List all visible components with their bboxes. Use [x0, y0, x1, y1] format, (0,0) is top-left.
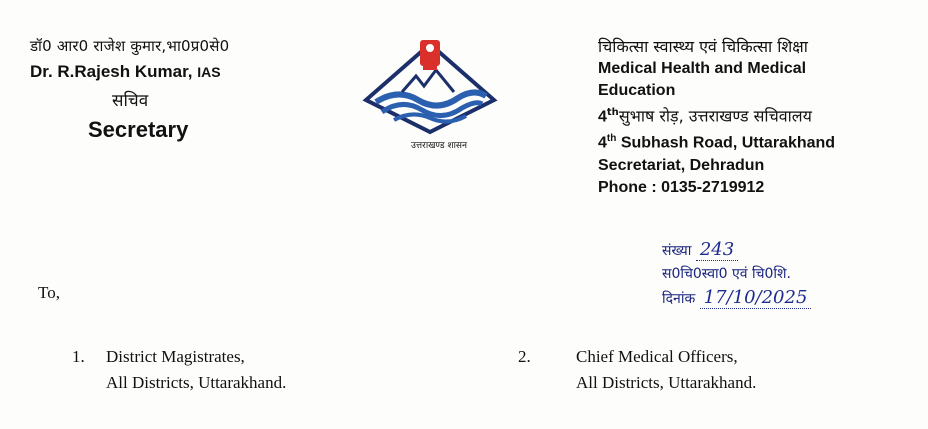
department-name-english-2: Education: [598, 82, 676, 99]
sender-block: [30, 36, 330, 143]
sender-title-hindi: सचिव: [112, 91, 149, 111]
address-english-sup: th: [606, 133, 617, 145]
address-english-text: Subhash Road, Uttarakhand: [620, 134, 836, 152]
recipient-2-number: 2.: [518, 347, 531, 366]
phone-number: Phone : 0135-2719912: [598, 178, 765, 196]
reference-number-value: 243: [696, 239, 738, 261]
sender-service: IAS: [197, 64, 221, 80]
recipient-1-line-1: [72, 344, 286, 370]
recipient-2: [518, 344, 756, 396]
department-name-english-1: Medical Health and Medical: [598, 60, 807, 77]
reference-section: स0चि0स्वा0 एवं चि0शि.: [662, 266, 792, 282]
reference-number-label: संख्या: [662, 243, 692, 259]
recipient-1-line-2: All Districts, Uttarakhand.: [106, 373, 287, 392]
salutation: To,: [38, 283, 60, 302]
reference-stamp: [662, 238, 922, 310]
sender-title-english: Secretary: [88, 117, 189, 142]
address-hindi-sup: th: [606, 107, 619, 118]
address-hindi-text: सुभाष रोड़, उत्तराखण्ड सचिवालय: [618, 106, 812, 126]
address-hindi: [598, 102, 918, 128]
reference-number-row: [662, 238, 922, 262]
sender-name-text: Dr. R.Rajesh Kumar,: [30, 62, 193, 81]
recipient-1-number: 1.: [72, 347, 85, 366]
reference-date-label: दिनांक: [662, 291, 696, 307]
address-english-2: Secretariat, Dehradun: [598, 156, 765, 174]
recipient-1-name: District Magistrates,: [106, 347, 245, 366]
recipient-2-line-2: All Districts, Uttarakhand.: [576, 373, 757, 392]
recipient-2-line-1: [518, 344, 756, 370]
address-english-1: [598, 128, 918, 154]
sender-name-english: [30, 62, 330, 82]
department-name-hindi: चिकित्सा स्वास्थ्य एवं चिकित्सा शिक्षा: [598, 37, 808, 56]
reference-date-value: 17/10/2025: [700, 287, 812, 309]
emblem-caption: उत्तराखण्ड शासन: [410, 141, 467, 151]
reference-date-row: [662, 286, 922, 310]
department-block: [598, 36, 918, 199]
recipient-1: [72, 344, 286, 396]
sender-name-hindi: डॉ0 आर0 राजेश कुमार,भा0प्र0से0: [30, 37, 230, 55]
address-english-num: 4: [598, 134, 607, 152]
address-hindi-num: 4: [598, 108, 607, 126]
recipient-2-name: Chief Medical Officers,: [576, 347, 738, 366]
